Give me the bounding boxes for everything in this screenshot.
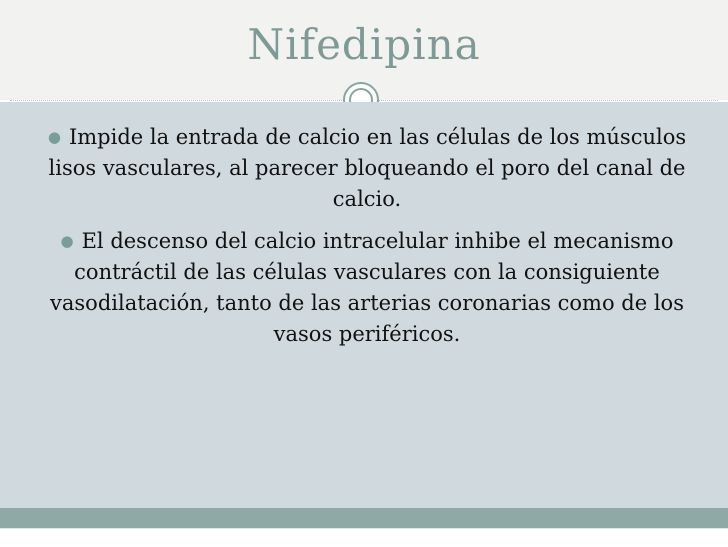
- slide-content: [0, 102, 728, 508]
- bullet-icon: ●: [47, 128, 61, 146]
- footer-edge: [0, 528, 728, 547]
- footer-band: [0, 508, 728, 528]
- bullet-paragraph: [40, 226, 694, 350]
- bullet-paragraph: [40, 122, 694, 215]
- slide-title: Nifedipina: [247, 20, 481, 69]
- bullet-icon: ●: [60, 232, 74, 250]
- bullet-text: El descenso del calcio intracelular inhibe el mecanismo contráctil de las células vasculares con la consiguiente vasodilatación, tanto de las arterias coronarias como de los vasos periféricos.: [50, 229, 684, 346]
- bullet-text: Impide la entrada de calcio en las células de los músculos lisos vasculares, al parecer bloqueando el poro del canal de calcio.: [48, 125, 687, 211]
